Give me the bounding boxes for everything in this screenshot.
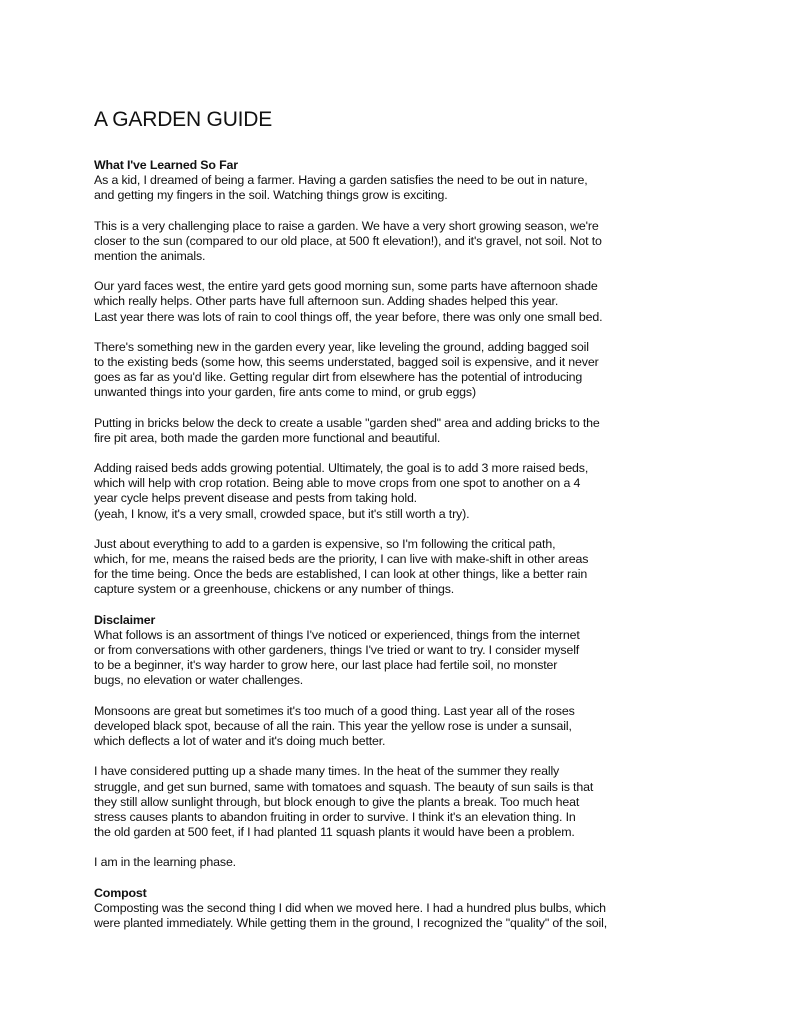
text-line: year cycle helps prevent disease and pests from taking hold.	[94, 491, 417, 506]
text-line: to the existing beds (some how, this seems understated, bagged soil is expensive, and it never	[94, 355, 599, 370]
text-line: struggle, and get sun burned, same with tomatoes and squash. The beauty of sun sails is that	[94, 779, 594, 794]
paragraph	[94, 704, 654, 750]
text-line: which really helps. Other parts have full afternoon sun. Adding shades helped this year.	[94, 294, 559, 309]
section-heading: Disclaimer	[94, 612, 156, 627]
text-line: they still allow sunlight through, but block enough to give the plants a break. Too much heat	[94, 794, 580, 809]
text-line: I am in the learning phase.	[94, 855, 236, 870]
text-line: which will help with crop rotation. Being able to move crops from one spot to another on a 4	[94, 476, 581, 491]
text-line: which, for me, means the raised beds are the priority, I can live with make-shift in other areas	[94, 552, 589, 567]
document-body	[94, 158, 654, 946]
text-line: were planted immediately. While getting them in the ground, I recognized the "quality" of the soil,	[94, 915, 608, 930]
paragraph	[94, 537, 654, 598]
text-line: the old garden at 500 feet, if I had planted 11 squash plants it would have been a problem.	[94, 825, 575, 840]
text-line: capture system or a greenhouse, chickens or any number of things.	[94, 582, 455, 597]
text-line: Adding raised beds adds growing potential. Ultimately, the goal is to add 3 more raised beds,	[94, 461, 589, 476]
text-line: I have considered putting up a shade many times. In the heat of the summer they really	[94, 764, 560, 779]
paragraph	[94, 901, 654, 931]
paragraph	[94, 764, 654, 840]
paragraph	[94, 461, 654, 522]
paragraph	[94, 855, 654, 870]
text-line: As a kid, I dreamed of being a farmer. Having a garden satisfies the need to be out in nature,	[94, 173, 588, 188]
document-title: A GARDEN GUIDE	[94, 108, 273, 131]
text-line: This is a very challenging place to raise a garden. We have a very short growing season, we're	[94, 218, 599, 233]
paragraph	[94, 340, 654, 401]
text-line: developed black spot, because of all the rain. This year the yellow rose is under a sunsail,	[94, 718, 572, 733]
section-heading: What I've Learned So Far	[94, 158, 238, 172]
section	[94, 613, 654, 871]
text-line: fire pit area, both made the garden more functional and beautiful.	[94, 430, 441, 445]
text-line: and getting my fingers in the soil. Watching things grow is exciting.	[94, 188, 448, 203]
text-line: which deflects a lot of water and it's doing much better.	[94, 734, 386, 749]
section-heading: Compost	[94, 885, 147, 900]
paragraph	[94, 173, 654, 203]
paragraph	[94, 628, 654, 689]
text-line: What follows is an assortment of things I've noticed or experienced, things from the internet	[94, 627, 580, 642]
text-line: Our yard faces west, the entire yard gets good morning sun, some parts have afternoon shade	[94, 279, 598, 294]
text-line: (yeah, I know, it's a very small, crowded space, but it's still worth a try).	[94, 506, 470, 521]
text-line: stress causes plants to abandon fruiting in order to survive. I think it's an elevation thing. In	[94, 809, 576, 824]
text-line: unwanted things into your garden, fire ants come to mind, or grub eggs)	[94, 385, 476, 400]
text-line: to be a beginner, it's way harder to grow here, our last place had fertile soil, no monster	[94, 658, 558, 673]
text-line: Putting in bricks below the deck to create a usable "garden shed" area and adding bricks to the	[94, 415, 600, 430]
section	[94, 886, 654, 932]
text-line: for the time being. Once the beds are established, I can look at other things, like a better rain	[94, 567, 588, 582]
paragraph	[94, 219, 654, 265]
text-line: bugs, no elevation or water challenges.	[94, 673, 304, 688]
section	[94, 158, 654, 598]
paragraph	[94, 279, 654, 325]
text-line: Composting was the second thing I did when we moved here. I had a hundred plus bulbs, which	[94, 900, 606, 915]
text-line: Just about everything to add to a garden is expensive, so I'm following the critical path,	[94, 536, 556, 551]
paragraph	[94, 416, 654, 446]
text-line: Monsoons are great but sometimes it's too much of a good thing. Last year all of the roses	[94, 703, 575, 718]
text-line: goes as far as you'd like. Getting regular dirt from elsewhere has the potential of introducing	[94, 370, 583, 385]
text-line: closer to the sun (compared to our old place, at 500 ft elevation!), and it's gravel, not soil. Not to	[94, 233, 602, 248]
text-line: or from conversations with other gardeners, things I've tried or want to try. I consider myself	[94, 643, 580, 658]
text-line: There's something new in the garden every year, like leveling the ground, adding bagged soil	[94, 339, 589, 354]
text-line: Last year there was lots of rain to cool things off, the year before, there was only one small bed.	[94, 309, 603, 324]
text-line: mention the animals.	[94, 249, 206, 264]
